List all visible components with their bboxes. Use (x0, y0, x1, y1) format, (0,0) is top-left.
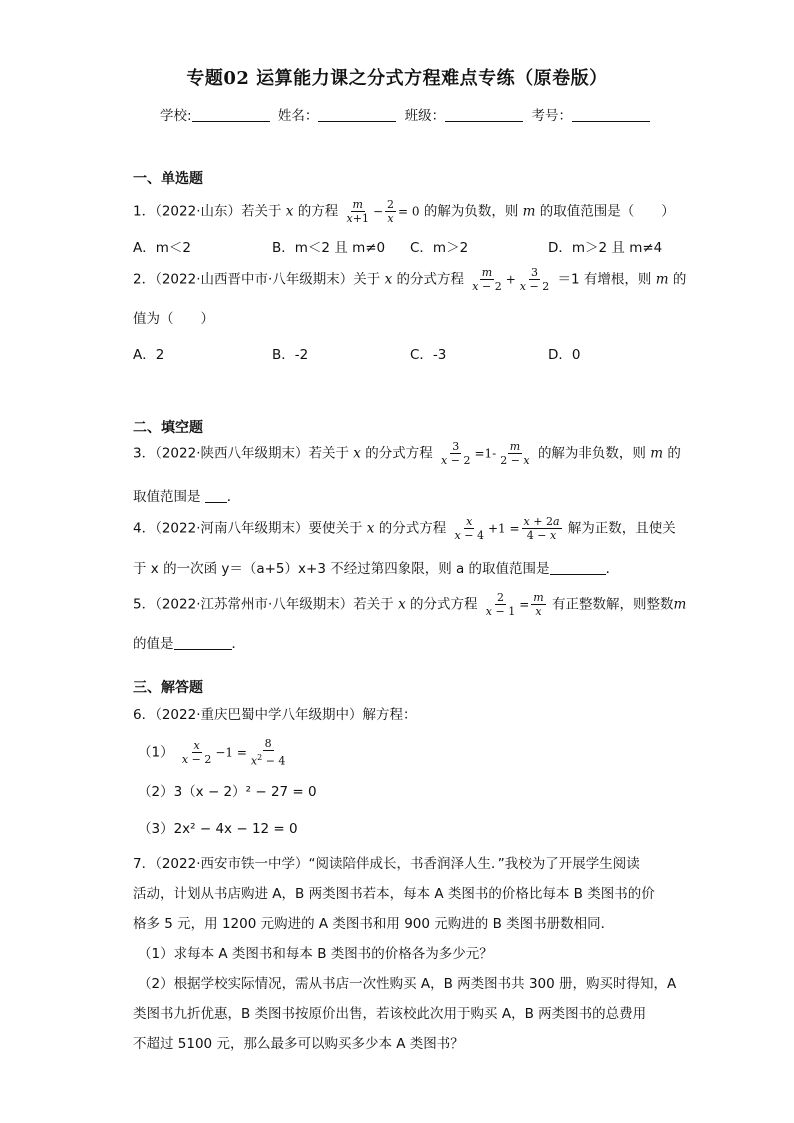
question-5: 5．（2022·江苏常州市·八年级期末）若关于 x 的分式方程 $\frac{2}{x - 1}$ = $\frac{m}{x}$ 有正整数解，则整数m (133, 591, 687, 618)
fraction: $\frac{m}{2 - x}$ (500, 440, 530, 467)
question-7-part-1: （1）求每本 A 类图书和每本 B 类图书的价格各为多少元？ (138, 946, 493, 962)
question-4-line-2: 于 x 的一次函 y＝（a+5）x+3 不经过第四象限，则 a 的取值范围是 ． (133, 561, 620, 577)
fraction: $\frac{m}{x - 2}$ (472, 266, 502, 293)
class-blank[interactable] (445, 107, 523, 122)
q1-option-b[interactable]: B．m＜2 且 m≠0 (272, 240, 386, 256)
class-label: 班级： (404, 108, 446, 124)
page-title: 专题02 运算能力课之分式方程难点专练（原卷版） (186, 68, 608, 89)
section-heading-fill-blank: 二、填空题 (133, 420, 203, 436)
section-heading-single-choice: 一、单选题 (133, 171, 203, 187)
fraction: $\frac{2}{x - 1}$ (485, 591, 516, 618)
question-1: 1．（2022·山东）若关于 x 的方程 $\frac{m}{x+1}$ − $\frac{2}{x}$ = 0 的解为负数，则 m 的取值范围是（ ） (133, 198, 675, 225)
question-2-line-2: 值为（ ） (133, 311, 214, 327)
question-7-line-6: 类图书九折优惠，B 类图书按原价出售，若该校此次用于购买 A，B 两类图书的总费用 (133, 1006, 647, 1022)
school-label: 学校: (160, 108, 192, 124)
question-6-part-3: （3）2x² − 4x − 12 = 0 (138, 821, 298, 837)
question-6-part-1: （1） $\frac{x}{x - 2}$ −1 = $\frac{8}{x^2 - 4}$ (138, 737, 286, 768)
question-7-line-7: 不超过 5100 元，那么最多可以购买多少本 A 类图书？ (133, 1036, 464, 1052)
question-7-line-2: 活动，计划从书店购进 A，B 两类图书若本，每本 A 类图书的价格比每本 B 类图书的价 (133, 886, 655, 902)
q2-option-d[interactable]: D．0 (548, 347, 581, 363)
fraction: $\frac{m}{x}$ (533, 591, 544, 618)
q2-option-c[interactable]: C．-3 (410, 347, 447, 363)
section-heading-answer: 三、解答题 (133, 680, 203, 696)
q2-option-b[interactable]: B．-2 (272, 347, 309, 363)
question-2: 2．（2022·山西晋中市·八年级期末）关于 x 的分式方程 $\frac{m}{x - 2}$ + $\frac{3}{x - 2}$ ＝1 有增根，则 m 的 (133, 266, 687, 293)
q1-option-c[interactable]: C．m＞2 (410, 240, 469, 256)
school-blank[interactable] (192, 107, 270, 122)
question-6: 6．（2022·重庆巴蜀中学八年级期中）解方程： (133, 707, 417, 723)
question-6-part-2: （2）3（x − 2）² − 27 = 0 (138, 784, 317, 800)
question-7-part-2: （2）根据学校实际情况，需从书店一次性购买 A，B 两类图书共 300 册，购买时得知，A (138, 976, 677, 992)
question-4: 4．（2022·河南八年级期末）要使关于 x 的分式方程 $\frac{x}{x - 4}$ +1 = $\frac{x + 2a}{4 - x}$ 解为正数，且使关 (133, 515, 676, 542)
id-label: 考号： (531, 108, 572, 124)
fraction: $\frac{x + 2a}{4 - x}$ (523, 515, 560, 542)
name-blank[interactable] (318, 107, 396, 122)
answer-blank[interactable] (174, 637, 232, 650)
answer-blank[interactable] (205, 490, 227, 503)
answer-blank[interactable] (550, 562, 606, 575)
question-5-line-2: 的值是 ． (133, 636, 245, 652)
id-blank[interactable] (572, 107, 650, 122)
fraction: $\frac{m}{x+1}$ (346, 198, 369, 225)
fraction: $\frac{2}{x}$ (387, 198, 395, 225)
question-3-line-2: 取值范围是 ． (133, 489, 241, 505)
fraction: $\frac{3}{x - 2}$ (441, 440, 471, 467)
q1-option-d[interactable]: D．m＞2 且 m≠4 (548, 240, 663, 256)
q2-option-a[interactable]: A．2 (133, 347, 165, 363)
question-7-line-1: 7．（2022·西安市铁一中学）“阅读陪伴成长，书香润泽人生．”我校为了开展学生阅读 (133, 856, 640, 872)
question-7-line-3: 格多 5 元，用 1200 元购进的 A 类图书和用 900 元购进的 B 类图书册数相同． (133, 916, 615, 932)
fraction: $\frac{8}{x^2 - 4}$ (250, 737, 286, 768)
name-label: 姓名： (277, 108, 319, 124)
student-info-row (160, 104, 654, 124)
q1-option-a[interactable]: A．m＜2 (133, 240, 191, 256)
fraction: $\frac{x}{x - 2}$ (181, 738, 212, 766)
question-3: 3．（2022·陕西八年级期末）若关于 x 的分式方程 $\frac{3}{x - 2}$ =1- $\frac{m}{2 - x}$ 的解为非负数，则 m 的 (133, 440, 681, 467)
fraction: $\frac{x}{x - 4}$ (454, 515, 484, 542)
fraction: $\frac{3}{x - 2}$ (519, 266, 550, 293)
